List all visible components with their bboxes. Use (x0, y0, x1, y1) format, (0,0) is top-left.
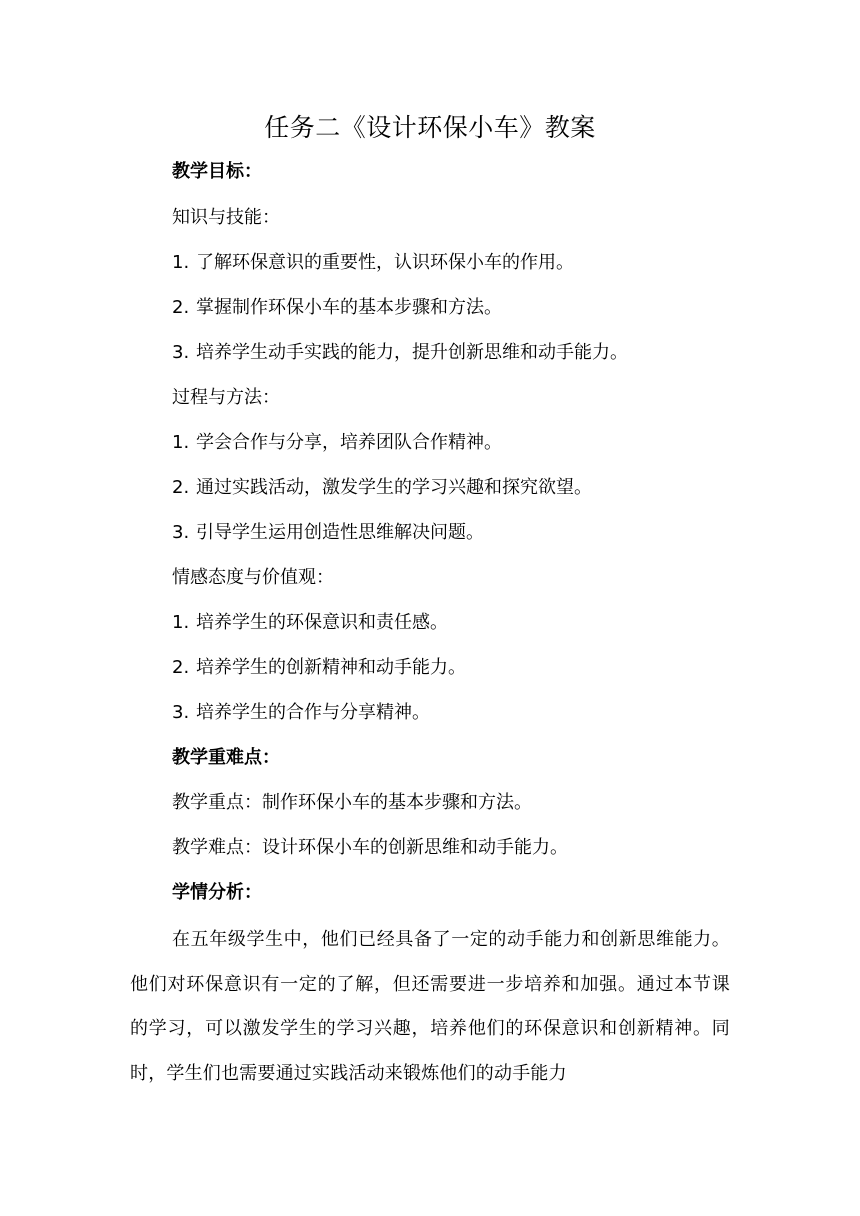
process-methods-label: 过程与方法： (172, 387, 280, 408)
list-item (172, 293, 502, 323)
list-number: 2. (172, 297, 190, 318)
list-text: 掌握制作环保小车的基本步骤和方法。 (196, 297, 502, 318)
list-number: 2. (172, 657, 190, 678)
list-text: 通过实践活动，激发学生的学习兴趣和探究欲望。 (196, 477, 592, 498)
list-text: 培养学生的环保意识和责任感。 (196, 612, 448, 633)
key-difficulty-text: 教学难点：设计环保小车的创新思维和动手能力。 (172, 837, 568, 858)
list-number: 1. (172, 432, 190, 453)
objectives-heading: 教学目标： (172, 161, 262, 182)
key-points-heading: 教学重难点： (172, 747, 280, 768)
list-text: 培养学生动手实践的能力，提升创新思维和动手能力。 (196, 342, 628, 363)
list-text: 培养学生的合作与分享精神。 (196, 702, 430, 723)
emotion-values-label: 情感态度与价值观： (172, 567, 334, 588)
list-number: 2. (172, 477, 190, 498)
list-text: 引导学生运用创造性思维解决问题。 (196, 522, 484, 543)
list-item (172, 608, 448, 638)
list-number: 1. (172, 252, 190, 273)
analysis-paragraph: 在五年级学生中，他们已经具备了一定的动手能力和创新思维能力。他们对环保意识有一定的了解，但还需要进一步培养和加强。通过本节课的学习，可以激发学生的学习兴趣，培养他们的环保意识和创新精神。同时，学生们也需要通过实践活动来锻炼他们的动手能力 (130, 929, 730, 1084)
list-item (172, 473, 592, 503)
list-number: 3. (172, 702, 190, 723)
list-number: 3. (172, 342, 190, 363)
list-item (172, 248, 574, 278)
list-number: 3. (172, 522, 190, 543)
list-number: 1. (172, 612, 190, 633)
list-text: 学会合作与分享，培养团队合作精神。 (196, 432, 502, 453)
list-item (172, 653, 466, 683)
list-item (172, 428, 502, 458)
list-text: 了解环保意识的重要性，认识环保小车的作用。 (196, 252, 574, 273)
key-focus-text: 教学重点：制作环保小车的基本步骤和方法。 (172, 792, 532, 813)
knowledge-skills-label: 知识与技能： (172, 207, 280, 228)
list-text: 培养学生的创新精神和动手能力。 (196, 657, 466, 678)
list-item (172, 698, 430, 728)
analysis-heading: 学情分析： (172, 882, 262, 903)
document-title: 任务二《设计环保小车》教案 (264, 113, 596, 142)
list-item (172, 518, 484, 548)
list-item (172, 338, 628, 368)
